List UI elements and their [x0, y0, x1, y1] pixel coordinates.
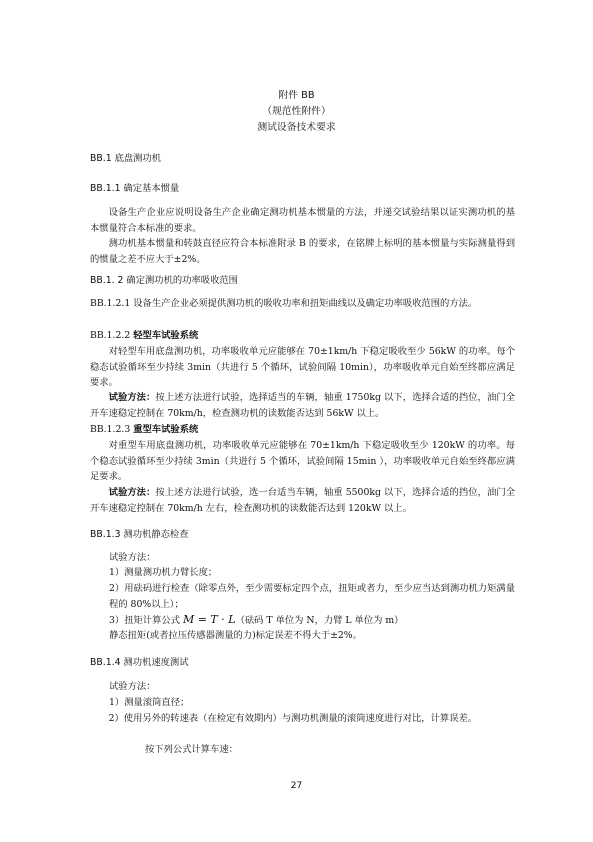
section-bb13-item-4: 静态扭矩(或者拉压传感器测量的力)标定误差不得大于±2%。	[109, 630, 362, 641]
appendix-label: 附件 BB	[278, 90, 315, 101]
torque-formula: M = T · L	[182, 613, 236, 626]
section-bb122-number: BB.1.2.2	[90, 330, 134, 341]
section-bb14-item-2: 2）使用另外的转速表（在检定有效期内）与测功机测量的滚筒速度进行对比，计算误差。	[108, 713, 478, 724]
section-bb123-number: BB.1.2.3	[90, 424, 134, 435]
section-bb123-method	[90, 485, 515, 516]
section-bb14-title: BB.1.4 测功机速度测试	[90, 657, 189, 668]
section-bb1-title: BB.1 底盘测功机	[90, 153, 162, 164]
section-bb122-heading	[90, 328, 515, 344]
appendix-type: （规范性附件）	[262, 106, 331, 117]
section-bb122-paragraph: 对轻型车用底盘测功机，功率吸收单元应能够在 70±1km/h 下稳定吸收至少 56kW 的功率。每个稳态试验循环至少持续 3min（共进行 5 个循环，试验间隔 10min），功率吸收单元自始至终都应满足要求。	[90, 346, 515, 389]
section-bb122-method	[90, 390, 515, 421]
page-number: 27	[290, 781, 303, 791]
section-bb123-heading	[90, 422, 515, 438]
section-bb11-paragraph-2: 测功机基本惯量和转鼓直径应符合本标准附录 B 的要求，在铭牌上标明的基本惯量与实际测量得到的惯量之差不应大于±2%。	[90, 238, 515, 265]
section-bb13-method-label: 试验方法：	[109, 552, 156, 563]
section-bb121-paragraph: BB.1.2.1 设备生产企业必须提供测功机的吸收功率和扭矩曲线以及确定功率吸收范围的方法。	[90, 298, 478, 309]
section-bb14-item-3: 按下列公式计算车速：	[145, 744, 238, 755]
section-bb14-item-1: 1）测量滚筒直径；	[109, 697, 190, 708]
section-bb13-item-3-post: （砝码 T 单位为 N，力臂 L 单位为 m）	[235, 615, 404, 626]
section-bb11-paragraph-1: 设备生产企业应说明设备生产企业确定测功机基本惯量的方法，并递交试验结果以证实测功机的基本惯量符合本标准的要求。	[90, 207, 515, 234]
section-bb122-method-label: 试验方法：	[108, 392, 156, 403]
section-bb13-item-1: 1）测量测功机力臂长度；	[109, 567, 218, 578]
section-bb13-item-2: 2）用砝码进行检查（除零点外，至少需要标定四个点，扭矩或者力，至少应当达到测功机力矩满量程的 80%以上）；	[109, 583, 515, 610]
section-bb123-title: 重型车试验系统	[133, 424, 199, 435]
appendix-title: 测试设备技术要求	[257, 122, 336, 133]
section-bb123-paragraph: 对重型车用底盘测功机，功率吸收单元应能够在 70±1km/h 下稳定吸收至少 120kW 的功率。每个稳态试验循环至少持续 3min（共进行 5 个循环，试验间隔 15min ），功率吸收单元自始至终都应满足要求。	[90, 440, 515, 483]
section-bb122-title: 轻型车试验系统	[133, 330, 199, 341]
section-bb123-method-label: 试验方法：	[108, 487, 156, 498]
section-bb13-item-3	[109, 612, 515, 629]
section-bb11-title: BB.1.1 确定基本惯量	[90, 183, 180, 194]
section-bb14-method-label: 试验方法：	[109, 681, 156, 692]
section-bb13-title: BB.1.3 测功机静态检查	[90, 529, 189, 540]
section-bb123-method-text: 按上述方法进行试验，选一台适当车辆，轴重 5500kg 以下，选择合适的挡位，油门全开车速稳定控制在 70km/h 左右，检查测功机的读数能否达到 120kW 以上。	[90, 487, 515, 514]
section-bb122-method-text: 按上述方法进行试验，选择适当的车辆，轴重 1750kg 以下，选择合适的挡位，油门全开车速稳定控制在 70km/h，检查测功机的读数能否达到 56kW 以上。	[90, 392, 515, 419]
section-bb13-item-3-pre: 3）扭矩计算公式	[109, 615, 183, 626]
section-bb12-title: BB.1. 2 确定测功机的功率吸收范围	[90, 275, 238, 286]
